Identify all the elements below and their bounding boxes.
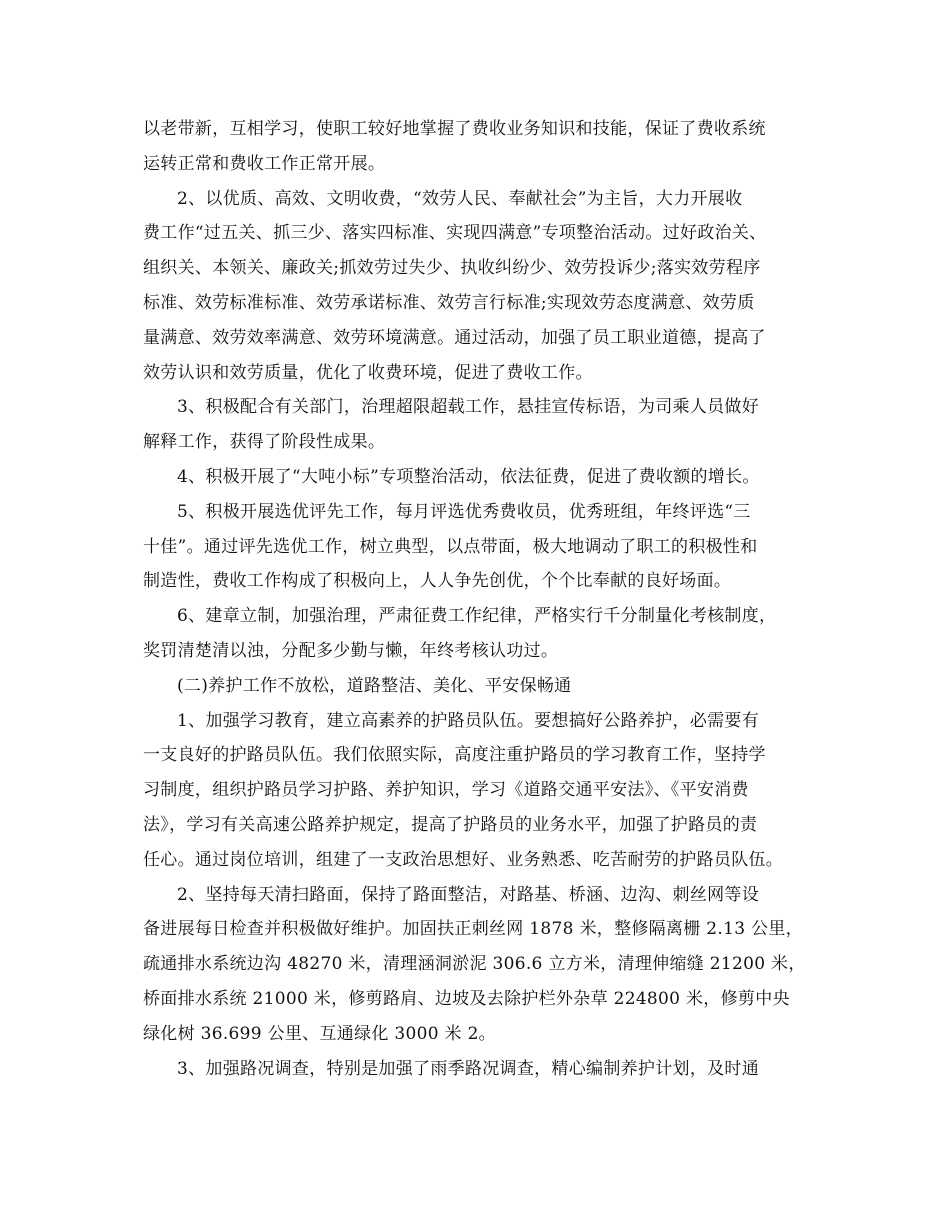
text-line: 标准、效劳标准标准、效劳承诺标准、效劳言行标准;实现效劳态度满意、效劳质 <box>143 292 755 313</box>
section-heading <box>143 669 823 704</box>
text-line: 十佳”。通过评先选优工作，树立典型，以点带面，极大地调动了职工的积极性和 <box>143 536 758 557</box>
text-line: 2、以优质、高效、文明收费，“效劳人民、奉献社会”为主旨，大力开展收 <box>177 188 743 209</box>
text-line: 疏通排水系统边沟 48270 米，清理涵洞淤泥 306.6 立方米，清理伸缩缝 21200 米， <box>143 954 806 975</box>
text-line: 绿化树 36.699 公里、互通绿化 3000 米 2。 <box>143 1023 496 1044</box>
text-line: 制造性，费收工作构成了积极向上，人人争先创优，个个比奉献的良好场面。 <box>143 571 732 592</box>
paragraph-item-4 <box>143 460 823 495</box>
text-line: 以老带新，互相学习，使职工较好地掌握了费收业务知识和技能，保证了费收系统 <box>143 119 766 139</box>
paragraph-maintenance-2 <box>143 878 823 1052</box>
paragraph-maintenance-3 <box>143 1052 823 1087</box>
text-line: 桥面排水系统 21000 米，修剪路肩、边坡及去除护栏外杂草 224800 米，修剪中央 <box>143 988 790 1009</box>
paragraph-item-2 <box>143 182 823 391</box>
text-line: (二)养护工作不放松，道路整洁、美化、平安保畅通 <box>177 675 572 696</box>
paragraph-item-5 <box>143 495 823 599</box>
text-line: 解释工作，获得了阶段性成果。 <box>143 432 386 453</box>
text-line: 一支良好的护路员队伍。我们依照实际，高度注重护路员的学习教育工作，坚持学 <box>143 745 766 766</box>
text-line: 量满意、效劳效率满意、效劳环境满意。通过活动，加强了员工职业道德，提高了 <box>143 327 766 348</box>
paragraph-item-3 <box>143 390 823 460</box>
text-line: 4、积极开展了“大吨小标”专项整治活动，依法征费，促进了费收额的增长。 <box>177 467 760 487</box>
text-line: 2、坚持每天清扫路面，保持了路面整洁，对路基、桥涵、边沟、刺丝网等设 <box>177 884 760 905</box>
text-line: 3、加强路况调查，特别是加强了雨季路况调查，精心编制养护计划，及时通 <box>177 1058 760 1079</box>
text-line: 运转正常和费收工作正常开展。 <box>143 153 386 174</box>
text-line: 奖罚清楚清以浊，分配多少勤与懒，年终考核认功过。 <box>143 640 559 661</box>
text-line: 6、建章立制，加强治理，严肃征费工作纪律，严格实行千分制量化考核制度， <box>177 606 777 627</box>
text-line: 组织关、本领关、廉政关;抓效劳过失少、执收纠纷少、效劳投诉少;落实效劳程序 <box>143 258 761 279</box>
text-line: 习制度，组织护路员学习护路、养护知识，学习《道路交通平安法》、《平安消费 <box>143 780 749 801</box>
text-line: 效劳认识和效劳质量，优化了收费环境，促进了费收工作。 <box>143 362 593 383</box>
paragraph-continuation <box>143 112 823 182</box>
text-line: 法》，学习有关高速公路养护规定，提高了护路员的业务水平，加强了护路员的责 <box>143 814 758 835</box>
text-line: 1、加强学习教育，建立高素养的护路员队伍。要想搞好公路养护，必需要有 <box>177 710 760 731</box>
text-line: 备进展每日检查并积极做好维护。加固扶正刺丝网 1878 米，整修隔离栅 2.13 公里， <box>143 919 803 940</box>
paragraph-item-6 <box>143 599 823 669</box>
text-line: 5、积极开展选优评先工作，每月评选优秀费收员，优秀班组，年终评选“三 <box>177 501 751 522</box>
text-line: 3、积极配合有关部门，治理超限超载工作，悬挂宣传标语，为司乘人员做好 <box>177 397 760 418</box>
text-line: 费工作“过五关、抓三少、落实四标准、实现四满意”专项整治活动。过好政治关、 <box>143 223 767 244</box>
paragraph-maintenance-1 <box>143 704 823 878</box>
text-line: 任心。通过岗位培训，组建了一支政治思想好、业务熟悉、吃苦耐劳的护路员队伍。 <box>143 849 784 870</box>
